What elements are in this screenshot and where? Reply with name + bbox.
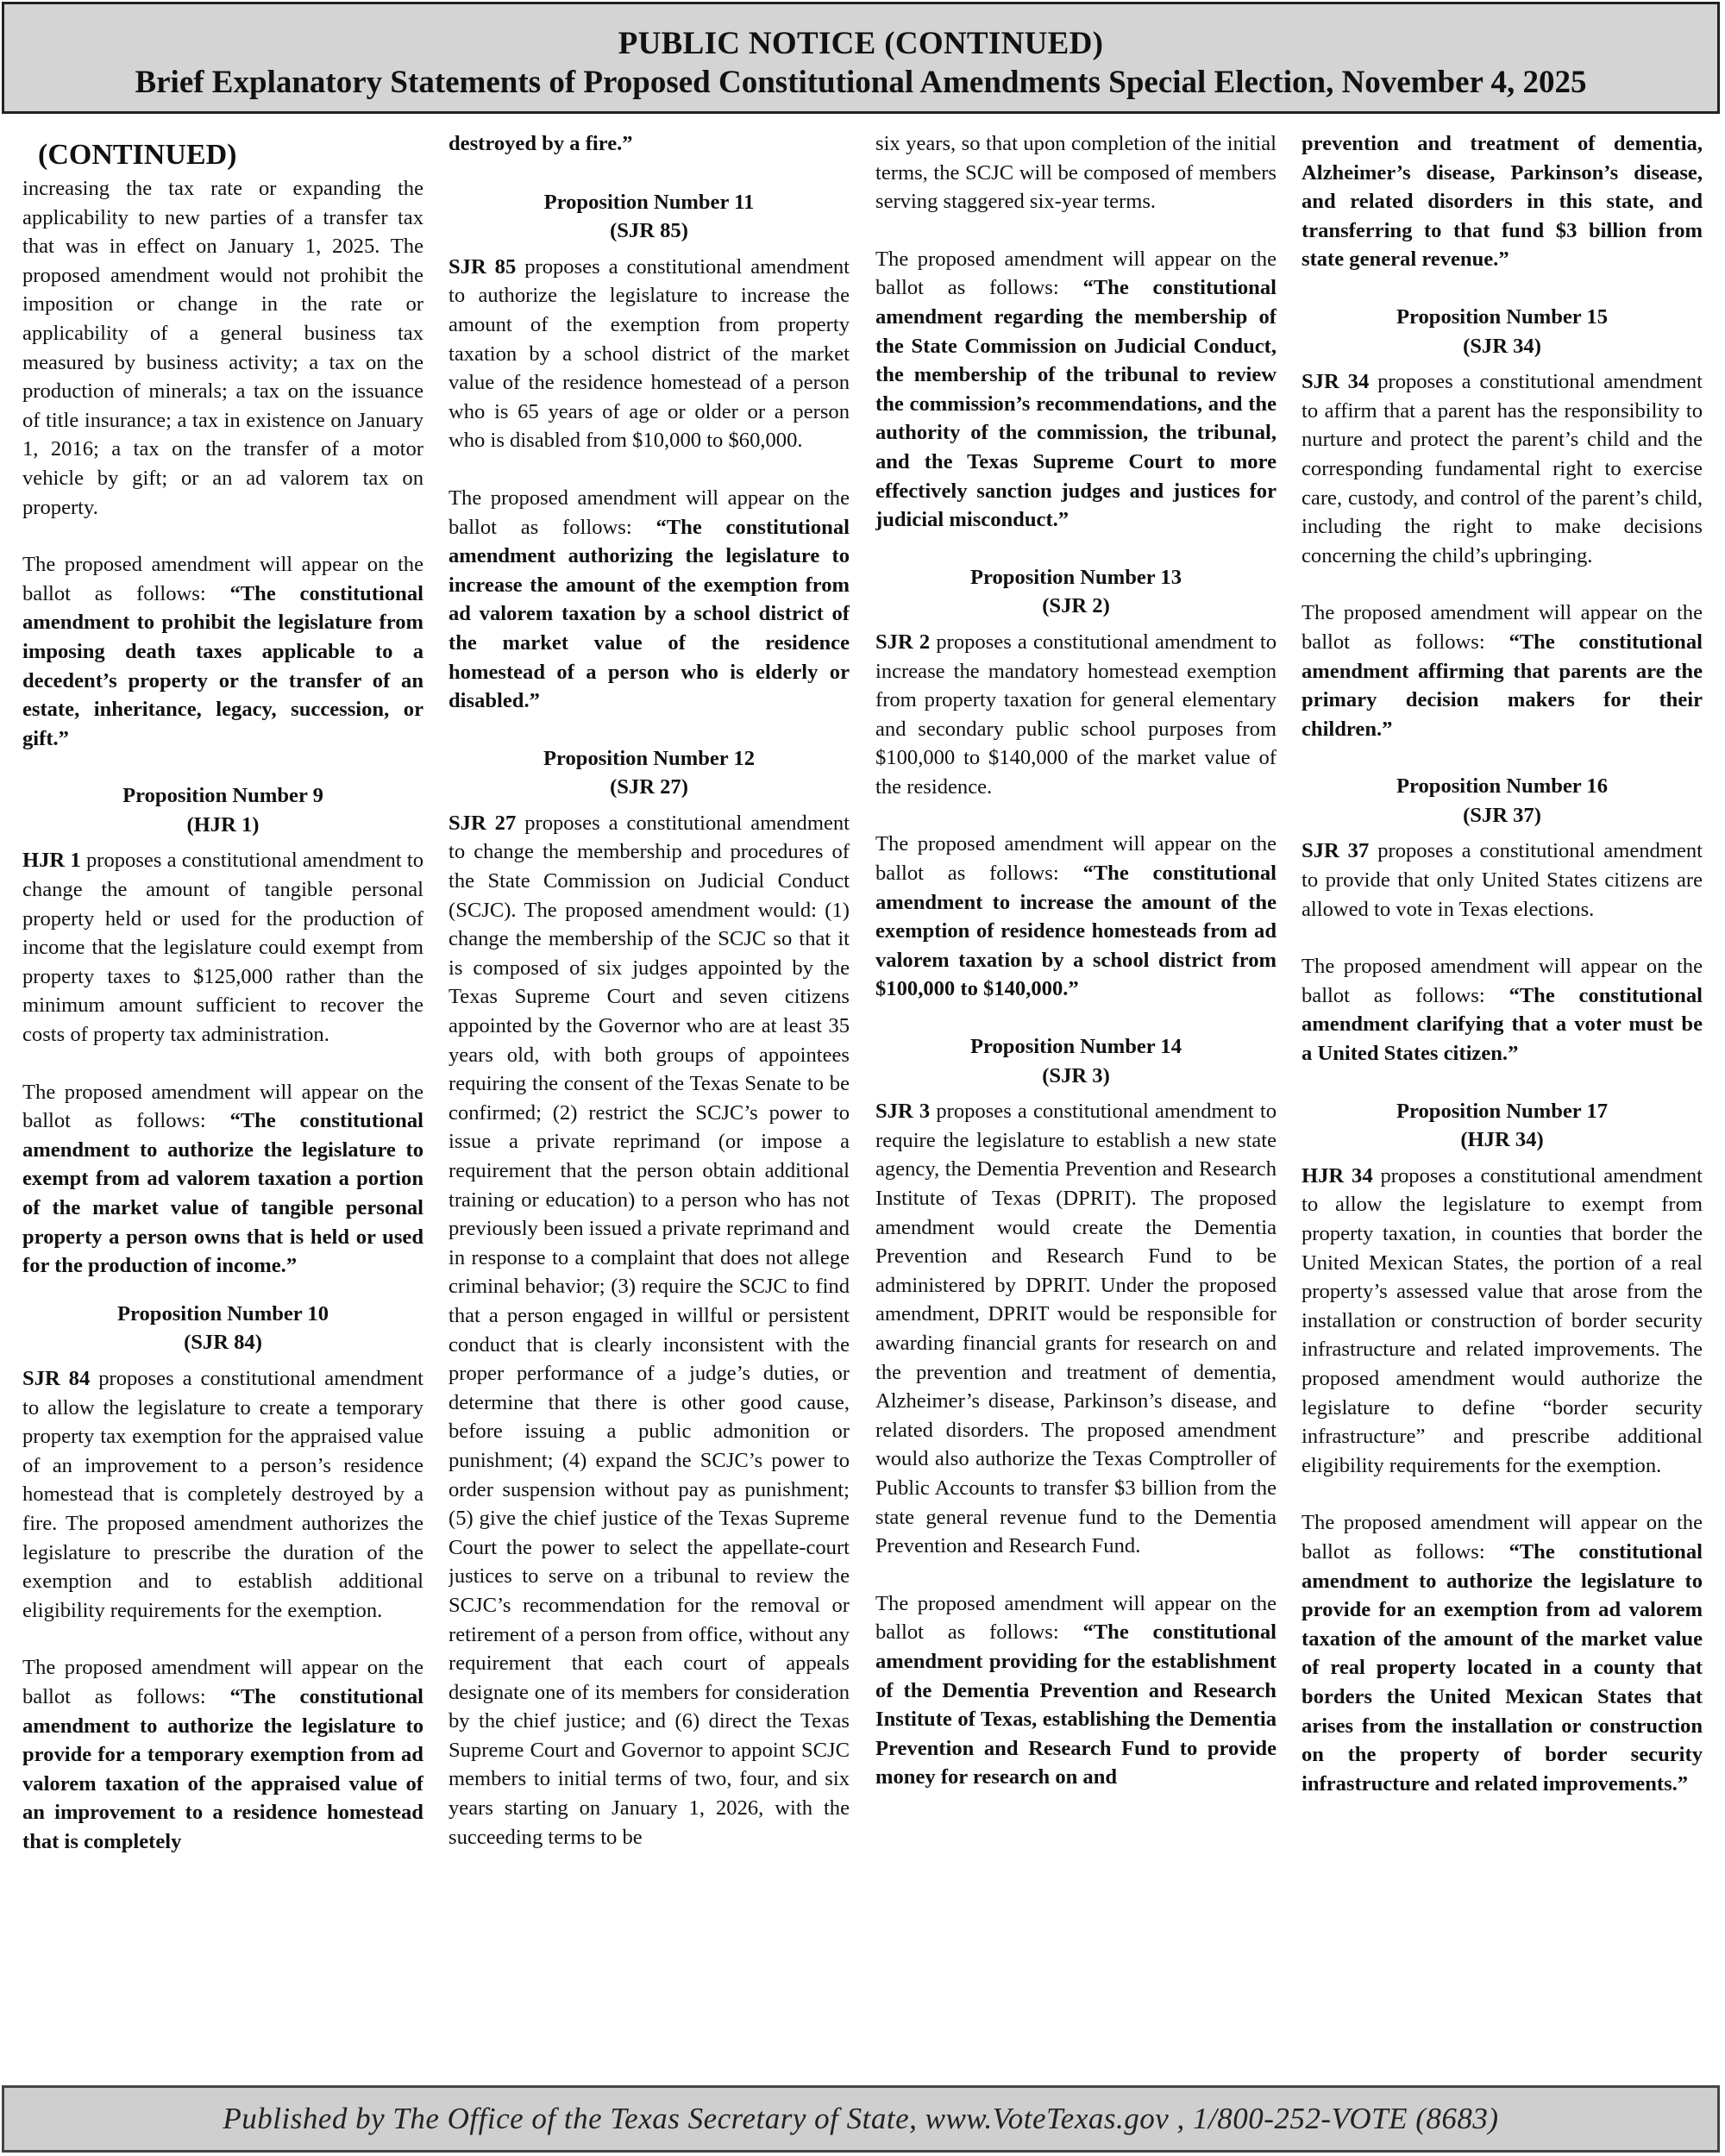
ballot-intro: The proposed amendment will appear on the ballot as follows: [448,486,850,539]
explanatory-statement: proposes a constitutional amendment to require the legislature to establish a new state agency, the Dementia Prevention and Research Institute of Texas (DPRIT). The proposed amendment would create the Dementia Prevention and Research Fund to be administered by DPRIT. Under the proposed amendment, DPRIT would be responsible for awarding financial grants for research on and the prevention and treatment of dementia, Alzheimer’s disease, Parkinson’s disease, and related disorders. The proposed amendment would also authorize the Texas Comptroller of Public Accounts to transfer $3 billion from the state general revenue fund to the Dementia Prevention and Research Fund. [875,1100,1276,1558]
ballot-intro: The proposed amendment will appear on the ballot as follows: [1302,955,1703,1007]
resolution-number: (HJR 34) [1460,1128,1544,1152]
resolution-number: (SJR 84) [184,1331,262,1355]
explanatory-statement: proposes a constitutional amendment to increase the mandatory homestead exemption from property taxation for general elementary and secondary public school purposes from $100,000 to $140,000 of the market value of the residence. [875,630,1276,799]
proposition-title: Proposition Number 15 [1396,304,1609,329]
ballot-intro: The proposed amendment will appear on the ballot as follows: [22,1656,423,1708]
ballot-language: “The constitutional amendment to prohibit the legislature from imposing death taxes applicable to a decedent’s property or the transfer of an estate, inheritance, legacy, succession, or gift.” [22,581,423,750]
proposition-12-heading [448,744,850,802]
proposition-8-ballot [22,550,423,753]
explanatory-statement: proposes a constitutional amendment to allow the legislature to create a temporary property tax exemption for the appraised value of an improvement to a person’s residence homestead that is completely destroyed by a fire. The proposed amendment authorizes the legislature to prescribe the duration of the exemption and to establish additional eligibility requirements for the exemption. [22,1366,423,1622]
proposition-title: Proposition Number 17 [1396,1099,1609,1123]
resolution-number: (SJR 3) [1042,1063,1110,1087]
proposition-16-text [1302,837,1703,924]
ballot-language: “The constitutional amendment to increase the amount of the exemption of residence homesteads from ad valorem taxation by a school district from $100,000 to $140,000.” [875,862,1276,1001]
proposition-10-ballot [22,1653,423,1856]
proposition-17-heading [1302,1097,1703,1155]
proposition-14-heading [875,1032,1276,1090]
proposition-title: Proposition Number 12 [543,746,756,770]
ballot-language: “The constitutional amendment regarding the membership of the State Commission on Judicial Conduct, the membership of the tribunal to review the commission’s recommendations, and the authority of the commission, the tribunal, and the Texas Supreme Court to more effectively sanction judges and justices for judicial misconduct.” [875,276,1276,532]
ballot-intro: The proposed amendment will appear on the ballot as follows: [875,247,1276,300]
proposition-13-ballot [875,830,1276,1004]
ballot-language: “The constitutional amendment to authorize the legislature to provide for an exemption from ad valorem taxation of the amount of the market value of real property located in a county that borders the United Mexican States that arises from the installation or construction on the property of border security infrastructure and related improvements.” [1302,1539,1703,1796]
notice-title: PUBLIC NOTICE (CONTINUED) [618,26,1104,61]
proposition-title: Proposition Number 9 [122,784,323,808]
column-4 [1302,129,1703,2070]
proposition-14-ballot-continued [1302,129,1703,274]
resolution-lead: SJR 84 [22,1366,91,1390]
proposition-15-heading [1302,303,1703,360]
column-3 [875,129,1276,2070]
column-2 [448,129,850,2070]
resolution-number: (HJR 1) [186,812,260,837]
proposition-9-heading [22,781,423,839]
proposition-14-ballot [875,1589,1276,1792]
notice-header [2,2,1720,114]
proposition-11-heading [448,188,850,246]
ballot-intro: The proposed amendment will appear on the ballot as follows: [875,832,1276,886]
resolution-lead: SJR 37 [1302,839,1370,863]
explanatory-statement: proposes a constitutional amendment to authorize the legislature to increase the amount of the exemption from property taxation by a school district of the market value of the residence homestead of a person who is 65 years of age or older or a person who is disabled from $10,000 to $60,000. [448,254,850,453]
proposition-12-text [448,809,850,1852]
proposition-9-ballot [22,1078,423,1281]
proposition-10-ballot-continued [448,129,850,159]
publisher-line: Published by The Office of the Texas Secretary of State, www.VoteTexas.gov , 1/800-252-VOTE (8683) [223,2102,1499,2135]
ballot-intro: The proposed amendment will appear on the ballot as follows: [1302,1511,1703,1564]
proposition-9-text [22,846,423,1049]
ballot-language: prevention and treatment of dementia, Alzheimer’s disease, Parkinson’s disease, and related disorders in this state, and transferring to that fund $3 billion from state general revenue.” [1302,132,1703,272]
proposition-title: Proposition Number 13 [969,565,1182,589]
proposition-11-text [448,253,850,455]
resolution-number: (SJR 2) [1042,594,1110,618]
proposition-14-text [875,1097,1276,1561]
ballot-language: “The constitutional amendment affirming that parents are the primary decision makers for their children.” [1302,630,1703,741]
proposition-16-ballot [1302,952,1703,1068]
resolution-lead: SJR 34 [1302,370,1370,394]
explanatory-statement: proposes a constitutional amendment to provide that only United States citizens are allowed to vote in Texas elections. [1302,839,1703,921]
proposition-17-ballot [1302,1508,1703,1798]
resolution-lead: HJR 34 [1302,1163,1373,1188]
ballot-language: destroyed by a fire.” [448,132,633,155]
notice-body [22,129,1703,2070]
publisher-footer [2,2085,1720,2153]
explanatory-statement: proposes a constitutional amendment to change the membership and procedures of the State Commission on Judicial Conduct (SCJC). The proposed amendment would: (1) change the membership of the SCJC so that it is composed of six judges appointed by the Texas Supreme Court and seven citizens appointed by the Governor who are at least 35 years old, with both groups of appointees requiring the consent of the Texas Senate to be confirmed; (2) restrict the SCJC’s power to issue a private reprimand (or impose a requirement that the person obtain additional training or education) to a person who has not previously been issued a private reprimand and in response to a complaint that does not allege criminal behavior; (3) require the SCJC to find that a person engaged in willful or persistent conduct that is clearly inconsistent with the proper performance of a judge’s duties, or determine that there is other good cause, before issuing a public admonition or punishment; (4) expand the SCJC’s power to order suspension without pay as punishment; (5) give the chief justice of the Texas Supreme Court the power to select the appellate-court justices to serve on a tribunal to review the SCJC’s recommendation for the removal or retirement of a person from office, without any requirement that each court of appeals designate one of its members for consideration by the chief justice; and (6) direct the Texas Supreme Court and Governor to appoint SCJC members to initial terms of two, four, and six years starting on January 1, 2026, with the succeeding terms to be [448,811,850,1849]
column-1 [22,129,423,2070]
proposition-12-text-continued: six years, so that upon completion of the initial terms, the SCJC will be composed of members serving staggered six-year terms. [875,132,1276,214]
proposition-15-ballot [1302,599,1703,743]
proposition-11-ballot [448,484,850,716]
proposition-15-text [1302,367,1703,570]
proposition-12-ballot [875,245,1276,535]
ballot-intro: The proposed amendment will appear on the ballot as follows: [22,1080,423,1133]
ballot-language: “The constitutional amendment providing for the establishment of the Dementia Prevention and Research Institute of Texas, establishing the Dementia Prevention and Research Fund to provide money for research on and [875,1620,1276,1789]
notice-subtitle: Brief Explanatory Statements of Proposed Constitutional Amendments Special Election, November 4, 2025 [135,64,1587,100]
proposition-13-heading [875,563,1276,621]
proposition-title: Proposition Number 10 [116,1301,329,1326]
ballot-language: “The constitutional amendment clarifying that a voter must be a United States citizen.” [1302,983,1703,1066]
proposition-10-heading [22,1300,423,1357]
resolution-number: (SJR 27) [610,775,688,799]
ballot-language: “The constitutional amendment to authorize the legislature to provide for a temporary exemption from ad valorem taxation of the appraised value of an improvement to a residence homestead that is completely [22,1684,423,1853]
ballot-intro: The proposed amendment will appear on the ballot as follows: [22,553,423,605]
ballot-language: “The constitutional amendment to authorize the legislature to exempt from ad valorem taxation a portion of the market value of tangible personal property a person owns that is held or used for the production of income.” [22,1109,423,1278]
proposition-title: Proposition Number 14 [969,1035,1182,1059]
resolution-number: (SJR 34) [1463,334,1541,358]
ballot-language: “The constitutional amendment authorizing the legislature to increase the amount of the exemption from ad valorem taxation by a school district of the market value of the residence homestead of a person who is elderly or disabled.” [448,515,850,713]
explanatory-statement: proposes a constitutional amendment to change the amount of tangible personal property held or used for the production of income that the legislature could exempt from property taxes to $125,000 rather than the minimum amount sufficient to recover the costs of property tax administration. [22,849,423,1047]
proposition-10-text [22,1364,423,1625]
resolution-lead: SJR 2 [875,630,931,654]
ballot-intro: The proposed amendment will appear on the ballot as follows: [875,1591,1276,1645]
proposition-8-continued-text: increasing the tax rate or expanding the applicability to new parties of a transfer tax that was in effect on January 1, 2025. The proposed amendment would not prohibit the imposition or change in the rate or applicability of a general business tax measured by business activity; a tax on the production of minerals; a tax on the issuance of title insurance; a tax in existence on January 1, 2016; a tax on the transfer of a motor vehicle by gift; or an ad valorem tax on property. [22,177,423,519]
proposition-16-heading [1302,772,1703,830]
explanatory-statement: proposes a constitutional amendment to allow the legislature to exempt from property taxation, in counties that border the United Mexican States, the portion of a real property’s assessed value that arose from the installation or construction of border security infrastructure and related improvements. The proposed amendment would authorize the legislature to define “border security infrastructure” and prescribe additional eligibility requirements for the exemption. [1302,1163,1703,1477]
ballot-intro: The proposed amendment will appear on the ballot as follows: [1302,601,1703,654]
resolution-lead: HJR 1 [22,849,81,873]
proposition-13-text [875,628,1276,802]
proposition-title: Proposition Number 11 [543,190,755,214]
resolution-lead: SJR 3 [875,1100,931,1124]
continued-heading: (CONTINUED) [38,139,237,171]
explanatory-statement: proposes a constitutional amendment to affirm that a parent has the responsibility to nurture and protect the parent’s child and the corresponding fundamental right to exercise care, custody, and control of the parent’s child, including the right to make decisions concerning the child’s upbringing. [1302,370,1703,567]
resolution-lead: SJR 27 [448,811,517,835]
proposition-title: Proposition Number 16 [1396,774,1609,799]
proposition-17-text [1302,1162,1703,1481]
resolution-lead: SJR 85 [448,254,517,279]
resolution-number: (SJR 85) [610,219,688,243]
resolution-number: (SJR 37) [1463,803,1541,827]
